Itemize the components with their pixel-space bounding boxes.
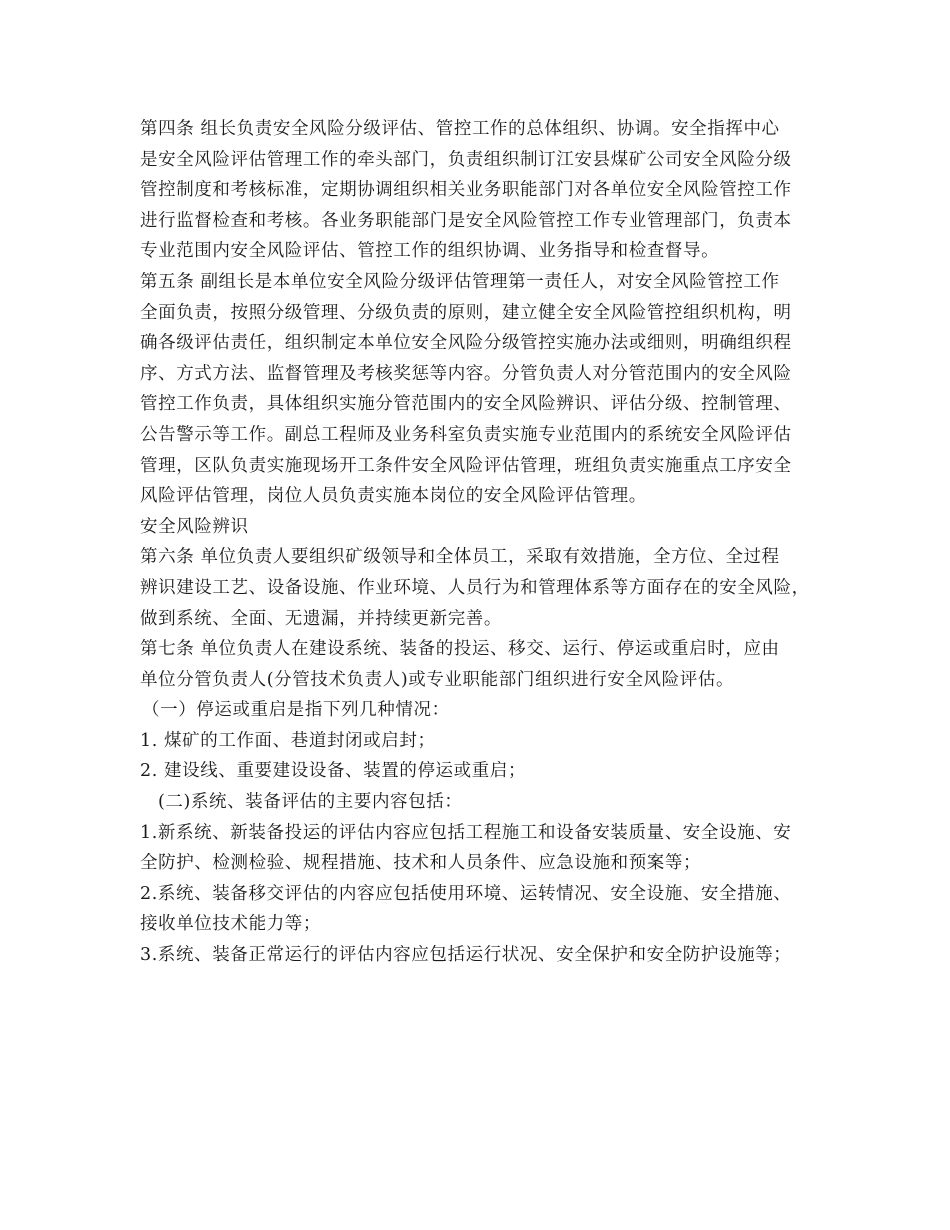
article-4-line-4: 进行监督检查和考核。各业务职能部门是安全风险管控工作专业管理部门，负责本 — [140, 210, 792, 231]
eval-item-1-line-2: 全防护、检测检验、规程措施、技术和人员条件、应急设施和预案等； — [140, 853, 702, 874]
article-5-line-8: 风险评估管理，岗位人员负责实施本岗位的安全风险评估管理。 — [140, 486, 647, 507]
list-item-1: 1. 煤矿的工作面、巷道封闭或启封； — [140, 730, 436, 751]
article-4-line-2: 是安全风险评估管理工作的牵头部门，负责组织制订江安县煤矿公司安全风险分级 — [140, 149, 792, 170]
article-6-line-3: 做到系统、全面、无遗漏，并持续更新完善。 — [140, 608, 502, 629]
subsection-1-heading: （一）停运或重启是指下列几种情况： — [142, 700, 450, 721]
article-5-line-3: 确各级评估责任，组织制定本单位安全风险分级管控实施办法或细则，明确组织程 — [140, 333, 792, 354]
subsection-2-heading: (二)系统、装备评估的主要内容包括： — [158, 792, 463, 813]
eval-item-2-line-2: 接收单位技术能力等； — [140, 914, 321, 935]
article-7-line-1: 第七条 单位负责人在建设系统、装备的投运、移交、运行、停运或重启时，应由 — [140, 639, 780, 660]
article-5-line-6: 公告警示等工作。副总工程师及业务科室负责实施专业范围内的系统安全风险评估 — [140, 424, 792, 445]
article-6-line-2: 辨识建设工艺、设备设施、作业环境、人员行为和管理体系等方面存在的安全风险， — [140, 577, 810, 598]
eval-item-1-line-1: 1.新系统、新装备投运的评估内容应包括工程施工和设备安装质量、安全设施、安 — [140, 822, 792, 843]
article-5-line-5: 管控工作负责，具体组织实施分管范围内的安全风险辨识、评估分级、控制管理、 — [140, 394, 792, 415]
article-6-line-1: 第六条 单位负责人要组织矿级领导和全体员工，采取有效措施，全方位、全过程 — [140, 547, 780, 568]
article-5-line-7: 管理，区队负责实施现场开工条件安全风险评估管理，班组负责实施重点工序安全 — [140, 455, 792, 476]
article-5-line-1: 第五条 副组长是本单位安全风险分级评估管理第一责任人，对安全风险管控工作 — [140, 271, 780, 292]
eval-item-2-line-1: 2.系统、装备移交评估的内容应包括使用环境、运转情况、安全设施、安全措施、 — [140, 883, 792, 904]
eval-item-3-line-1: 3.系统、装备正常运行的评估内容应包括运行状况、安全保护和安全防护设施等； — [140, 945, 792, 966]
section-heading: 安全风险辨识 — [140, 516, 249, 537]
list-item-2: 2. 建设线、重要建设设备、装置的停运或重启； — [140, 761, 527, 782]
article-7-line-2: 单位分管负责人(分管技术负责人)或专业职能部门组织进行安全风险评估。 — [140, 669, 735, 690]
article-4-line-1: 第四条 组长负责安全风险分级评估、管控工作的总体组织、协调。安全指挥中心 — [140, 119, 780, 139]
article-4-line-5: 专业范围内安全风险评估、管控工作的组织协调、业务指导和检查督导。 — [140, 241, 720, 262]
article-5-line-2: 全面负责，按照分级管理、分级负责的原则，建立健全安全风险管控组织机构，明 — [140, 302, 792, 323]
document-body — [140, 114, 830, 971]
article-4-line-3: 管控制度和考核标准，定期协调组织相关业务职能部门对各单位安全风险管控工作 — [140, 180, 792, 201]
article-5-line-4: 序、方式方法、监督管理及考核奖惩等内容。分管负责人对分管范围内的安全风险 — [140, 363, 792, 384]
